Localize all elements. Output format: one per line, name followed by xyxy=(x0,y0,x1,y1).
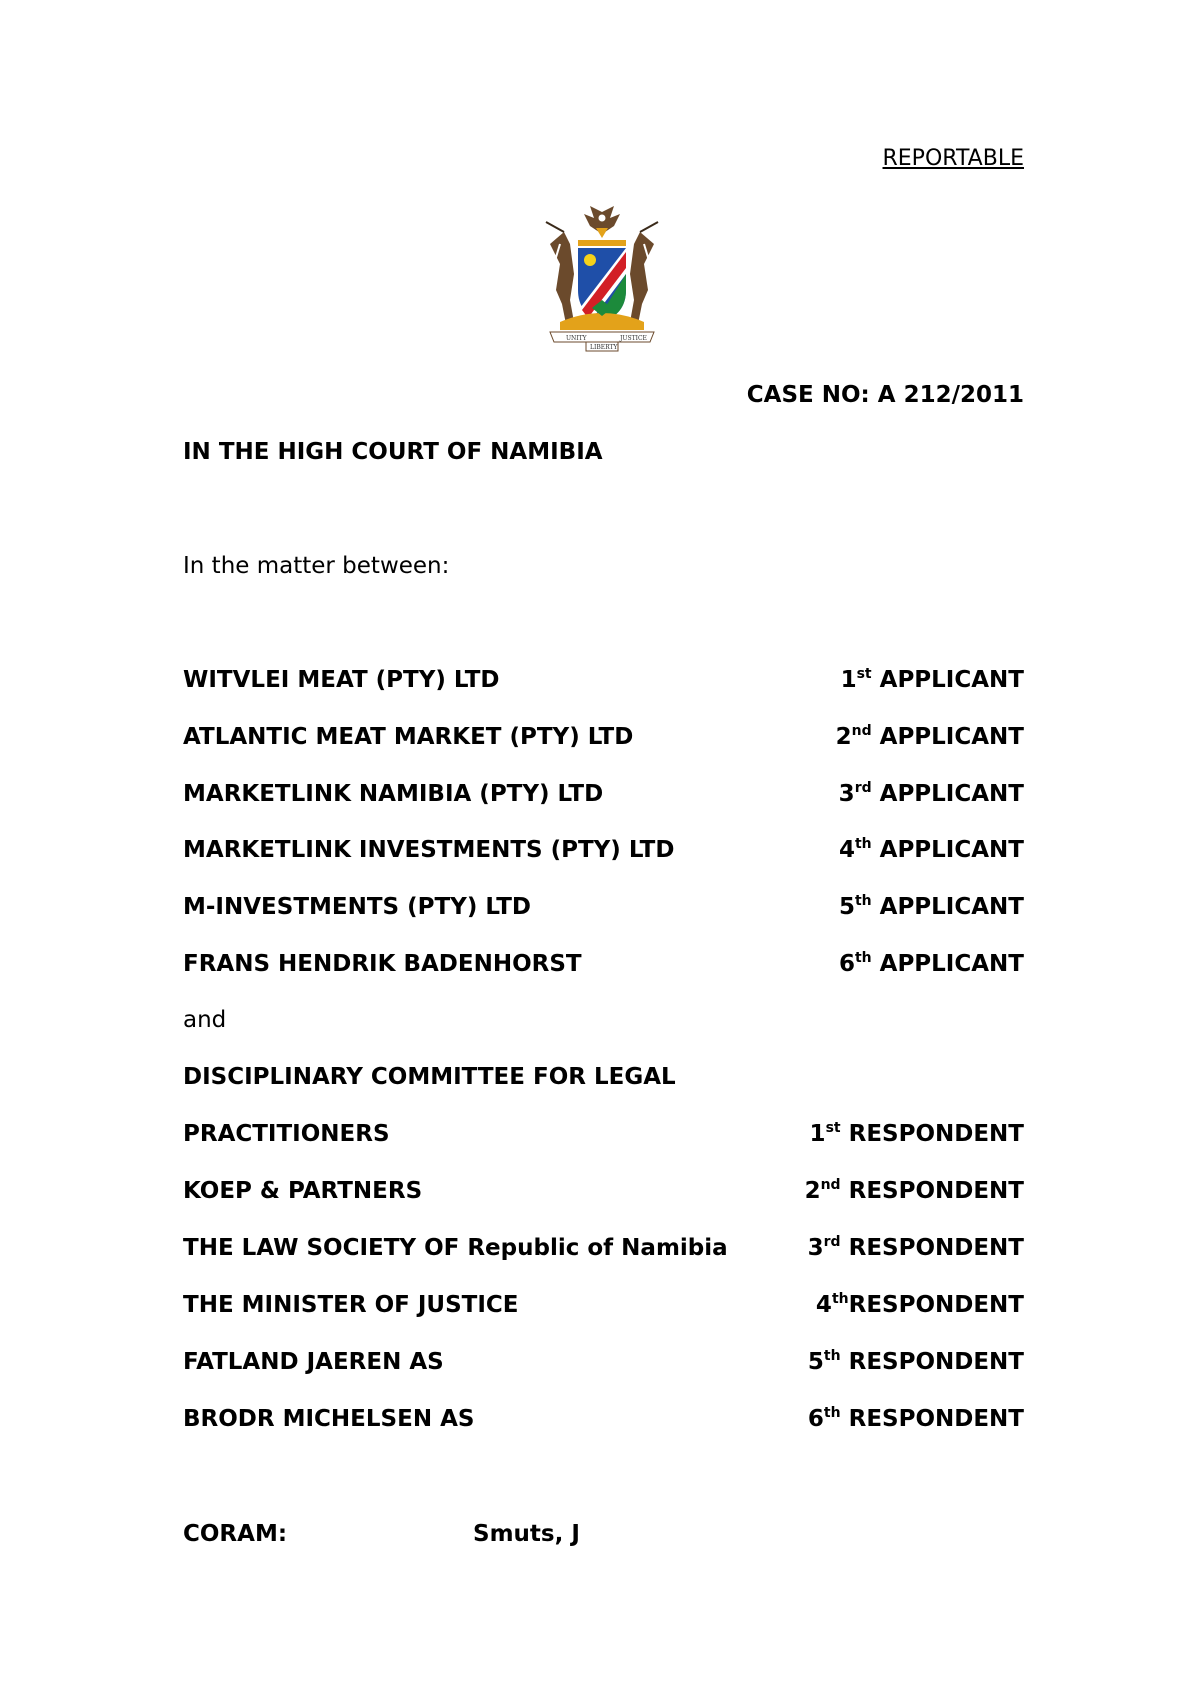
respondent-row xyxy=(183,1349,1024,1383)
party-role: 2nd RESPONDENT xyxy=(804,1177,1024,1204)
svg-text:JUSTICE: JUSTICE xyxy=(620,335,647,342)
svg-text:LIBERTY: LIBERTY xyxy=(590,344,618,351)
and-separator: and xyxy=(183,1007,227,1033)
party-name: WITVLEI MEAT (PTY) LTD xyxy=(183,667,500,693)
respondent-row xyxy=(183,1121,1024,1155)
party-name: DISCIPLINARY COMMITTEE FOR LEGAL xyxy=(183,1064,676,1090)
party-name: ATLANTIC MEAT MARKET (PTY) LTD xyxy=(183,724,634,750)
party-name: M-INVESTMENTS (PTY) LTD xyxy=(183,894,531,920)
applicant-row xyxy=(183,724,1024,758)
coram-judge: Smuts, J xyxy=(473,1521,580,1547)
respondent-row xyxy=(183,1178,1024,1212)
applicant-row xyxy=(183,894,1024,928)
party-role: 5th RESPONDENT xyxy=(807,1348,1024,1375)
coat-of-arms-icon xyxy=(540,204,664,352)
respondent-row xyxy=(183,1235,1024,1269)
party-name: THE MINISTER OF JUSTICE xyxy=(183,1292,519,1318)
respondent-row xyxy=(183,1064,1024,1098)
party-role: 4th APPLICANT xyxy=(838,836,1024,863)
applicant-row xyxy=(183,951,1024,985)
party-role: 6th APPLICANT xyxy=(838,950,1024,977)
party-name: BRODR MICHELSEN AS xyxy=(183,1406,475,1432)
party-name: KOEP & PARTNERS xyxy=(183,1178,423,1204)
party-role: 1st RESPONDENT xyxy=(809,1120,1024,1147)
party-role: 1st APPLICANT xyxy=(840,666,1024,693)
coram-label: CORAM: xyxy=(183,1521,288,1547)
party-name: PRACTITIONERS xyxy=(183,1121,390,1147)
party-role: 2nd APPLICANT xyxy=(835,723,1024,750)
respondent-row xyxy=(183,1406,1024,1440)
svg-text:UNITY: UNITY xyxy=(566,335,587,342)
party-role: 6th RESPONDENT xyxy=(807,1405,1024,1432)
matter-intro: In the matter between: xyxy=(183,553,450,579)
party-name: FATLAND JAEREN AS xyxy=(183,1349,444,1375)
party-role: 5th APPLICANT xyxy=(838,893,1024,920)
party-name: MARKETLINK NAMIBIA (PTY) LTD xyxy=(183,781,604,807)
party-role: 4thRESPONDENT xyxy=(815,1291,1024,1318)
case-number: CASE NO: A 212/2011 xyxy=(746,382,1024,408)
party-name: MARKETLINK INVESTMENTS (PTY) LTD xyxy=(183,837,675,863)
party-name: FRANS HENDRIK BADENHORST xyxy=(183,951,582,977)
applicant-row xyxy=(183,837,1024,871)
applicant-row xyxy=(183,781,1024,815)
respondent-row xyxy=(183,1292,1024,1326)
party-role: 3rd APPLICANT xyxy=(838,780,1024,807)
court-title: IN THE HIGH COURT OF NAMIBIA xyxy=(183,439,603,465)
applicant-row xyxy=(183,667,1024,701)
party-name: THE LAW SOCIETY OF Republic of Namibia xyxy=(183,1235,728,1261)
party-role: 3rd RESPONDENT xyxy=(807,1234,1024,1261)
reportable-label: REPORTABLE xyxy=(882,146,1024,171)
